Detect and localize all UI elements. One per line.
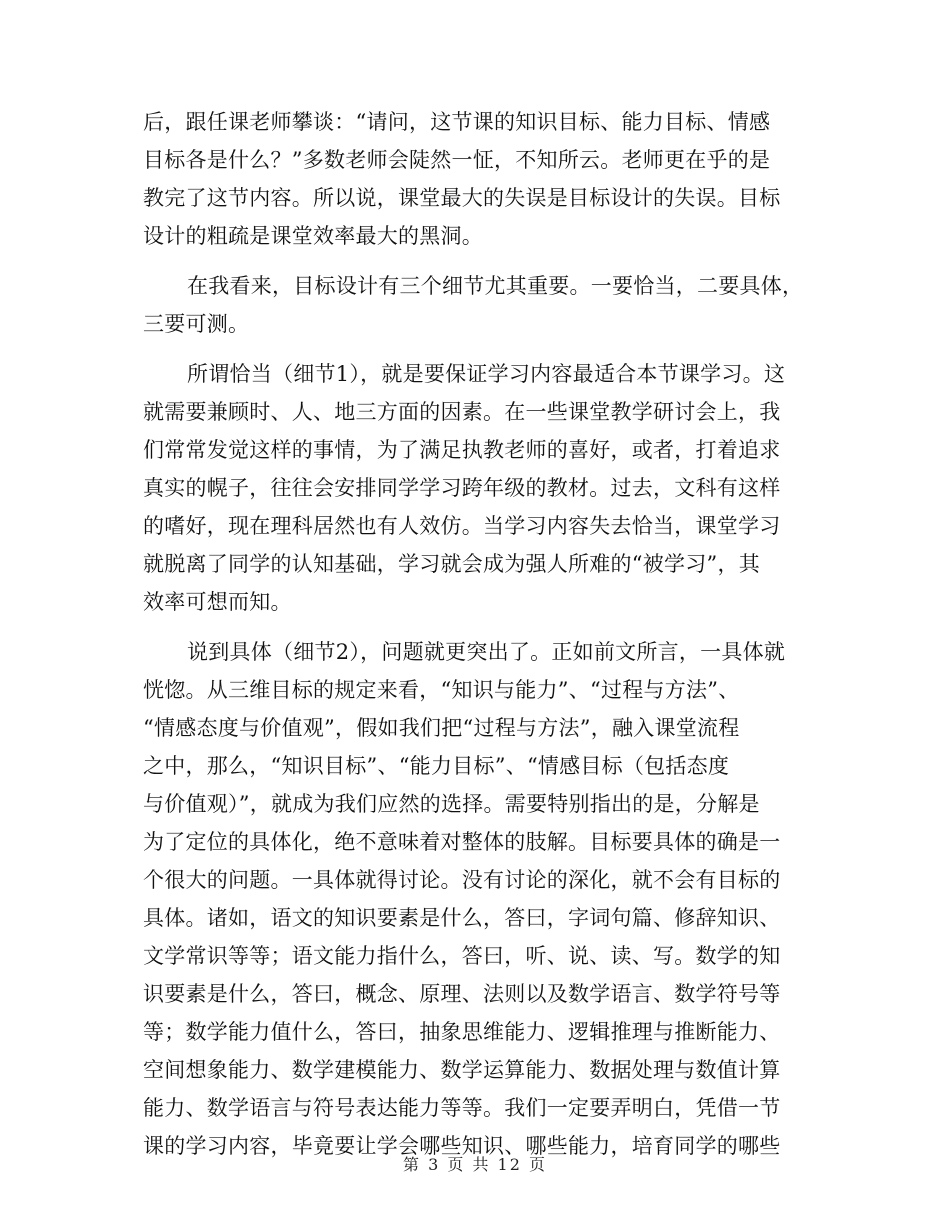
text-line: 个很大的问题。一具体就得讨论。没有讨论的深化，就不会有目标的	[143, 868, 781, 892]
body-text	[143, 103, 803, 1165]
text-line: 所谓恰当（细节1），就是要保证学习内容最适合本节课学习。这	[187, 362, 786, 386]
paragraph-3	[143, 355, 803, 621]
text-line: 就需要兼顾时、人、地三方面的因素。在一些课堂教学研讨会上，我	[143, 400, 781, 424]
text-line: 就脱离了同学的认知基础，学习就会成为强人所难的“被学习”，其	[143, 552, 760, 576]
text-line: 设计的粗疏是课堂效率最大的黑洞。	[143, 224, 483, 248]
text-line: 们常常发觉这样的事情，为了满足执教老师的喜好，或者，打着追求	[143, 438, 781, 462]
text-line: 目标各是什么？”多数老师会陡然一怔，不知所云。老师更在乎的是	[143, 148, 771, 172]
text-line: 识要素是什么，答曰，概念、原理、法则以及数学语言、数学符号等	[143, 982, 781, 1006]
paragraph-gap	[143, 621, 803, 633]
text-line: 课的学习内容，毕竟要让学会哪些知识、哪些能力，培育同学的哪些	[143, 1134, 781, 1158]
text-line: 文学常识等等；语文能力指什么，答曰，听、说、读、写。数学的知	[143, 944, 781, 968]
text-line: 真实的幌子，往往会安排同学学习跨年级的教材。过去，文科有这样	[143, 476, 781, 500]
text-line: 效率可想而知。	[143, 590, 292, 614]
text-line: 在我看来，目标设计有三个细节尤其重要。一要恰当，二要具体，	[187, 274, 804, 298]
text-line: 能力、数学语言与符号表达能力等等。我们一定要弄明白，凭借一节	[143, 1096, 781, 1120]
paragraph-2	[143, 267, 803, 343]
paragraph-gap	[143, 255, 803, 267]
text-line: 三要可测。	[143, 312, 250, 336]
text-line: 的嗜好，现在理科居然也有人效仿。当学习内容失去恰当，课堂学习	[143, 514, 781, 538]
paragraph-4	[143, 633, 803, 1165]
text-line: 后，跟任课老师攀谈：“请问，这节课的知识目标、能力目标、情感	[143, 110, 771, 134]
text-line: 为了定位的具体化，绝不意味着对整体的肢解。目标要具体的确是一	[143, 830, 781, 854]
page-footer: 第 3 页 共 12 页	[403, 1155, 547, 1174]
text-line: 说到具体（细节2），问题就更突出了。正如前文所言，一具体就	[187, 640, 786, 664]
text-line: “情感态度与价值观”，假如我们把“过程与方法”，融入课堂流程	[143, 716, 740, 740]
text-line: 教完了这节内容。所以说，课堂最大的失误是目标设计的失误。目标	[143, 186, 781, 210]
paragraph-gap	[143, 343, 803, 355]
text-line: 具体。诸如，语文的知识要素是什么，答曰，字词句篇、修辞知识、	[143, 906, 781, 930]
text-line: 等；数学能力值什么，答曰，抽象思维能力、逻辑推理与推断能力、	[143, 1020, 781, 1044]
text-line: 恍惚。从三维目标的规定来看，“知识与能力”、“过程与方法”、	[143, 678, 740, 702]
paragraph-1	[143, 103, 803, 255]
text-line: 与价值观）”，就成为我们应然的选择。需要特别指出的是，分解是	[143, 792, 760, 816]
text-line: 空间想象能力、数学建模能力、数学运算能力、数据处理与数值计算	[143, 1058, 781, 1082]
text-line: 之中，那么，“知识目标”、“能力目标”、“情感目标（包括态度	[143, 754, 730, 778]
